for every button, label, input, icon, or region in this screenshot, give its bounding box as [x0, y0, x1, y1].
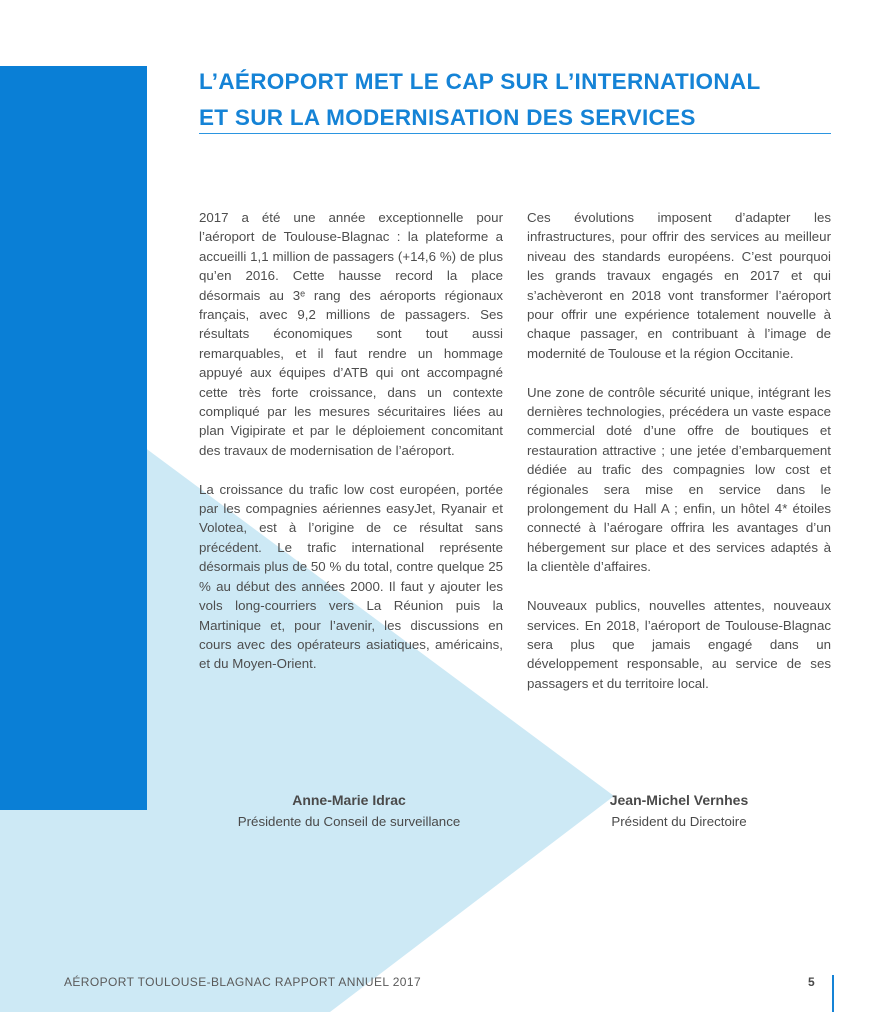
paragraph: Ces évolutions imposent d’adapter les infrastructures, pour offrir des services au meilleur niveau des standards européens. C’est pourquoi les grands travaux engagés en 2017 et qui s’achèveront en 2018 vont transformer l’aéroport pour offrir une expérience totalement nouvelle à chaque passager, en contribuant à l’image de modernité de Toulouse et la région Occitanie. [527, 210, 831, 361]
left-column [199, 208, 503, 693]
paragraph: Une zone de contrôle sécurité unique, intégrant les dernières technologies, précédera un vaste espace commercial doté d’une offre de boutiques et restauration attractive ; une jetée d’embarquement dédiée au trafic des compagnies low cost et régionales sera mise en service dans le prolongement du Hall A ; enfin, un hôtel 4* étoiles connecté à l’aérogare offrira les avantages d’un hébergement sur place et des services adaptés à la clientèle d’affaires. [527, 384, 831, 575]
page-number: 5 [808, 975, 815, 989]
paragraph: La croissance du trafic low cost européen, portée par les compagnies aériennes easyJet, Ryanair et Volotea, est à l’origine de ce résultat sans précédent. Le trafic international représente désormais plus de 50 % du total, contre quelque 25 % au début des années 2000. Il faut y ajouter les vols long-courriers vers La Réunion puis la Martinique et, pour l’avenir, les discussions en cours avec des opérateurs asiatiques, américains, et du Moyen-Orient. [199, 481, 503, 672]
page-title [199, 64, 839, 136]
title-line-2: ET SUR LA MODERNISATION DES SERVICES [199, 105, 696, 130]
signatory-name: Anne-Marie Idrac [292, 792, 406, 808]
paragraph: Nouveaux publics, nouvelles attentes, nouveaux services. En 2018, l’aéroport de Toulouse-Blagnac sera plus que jamais engagé dans un développement responsable, au service de ses passagers et du territoire local. [527, 598, 831, 691]
title-underline [199, 133, 831, 134]
page-number-rule [832, 975, 834, 1012]
paragraph: 2017 a été une année exceptionnelle pour l’aéroport de Toulouse-Blagnac : la plateforme a accueilli 1,1 million de passagers (+14,6 %) de plus qu’en 2016. Cette hausse record la place désormais au 3ᵉ rang des aéroports régionaux français, avec 9,2 millions de passagers. Ses résultats économiques sont tout aussi remarquables, et il faut rendre un hommage appuyé aux équipes d’ATB qui ont accompagné cette très forte croissance, dans un contexte compliqué par les mesures sécuritaires liées au plan Vigipirate et par le déploiement concomitant des travaux de modernisation de l’aéroport. [199, 210, 503, 458]
signature-right [596, 790, 762, 832]
signatory-role: Président du Directoire [611, 814, 747, 829]
signatory-name: Jean-Michel Vernhes [609, 792, 749, 808]
signatory-role: Présidente du Conseil de surveillance [237, 814, 461, 829]
footer-text: AÉROPORT TOULOUSE-BLAGNAC RAPPORT ANNUEL 2017 [64, 975, 422, 989]
blue-side-bar [0, 66, 147, 810]
signature-left [222, 790, 476, 832]
right-column [527, 208, 831, 713]
title-line-1: L’AÉROPORT MET LE CAP SUR L’INTERNATIONAL [199, 69, 761, 94]
